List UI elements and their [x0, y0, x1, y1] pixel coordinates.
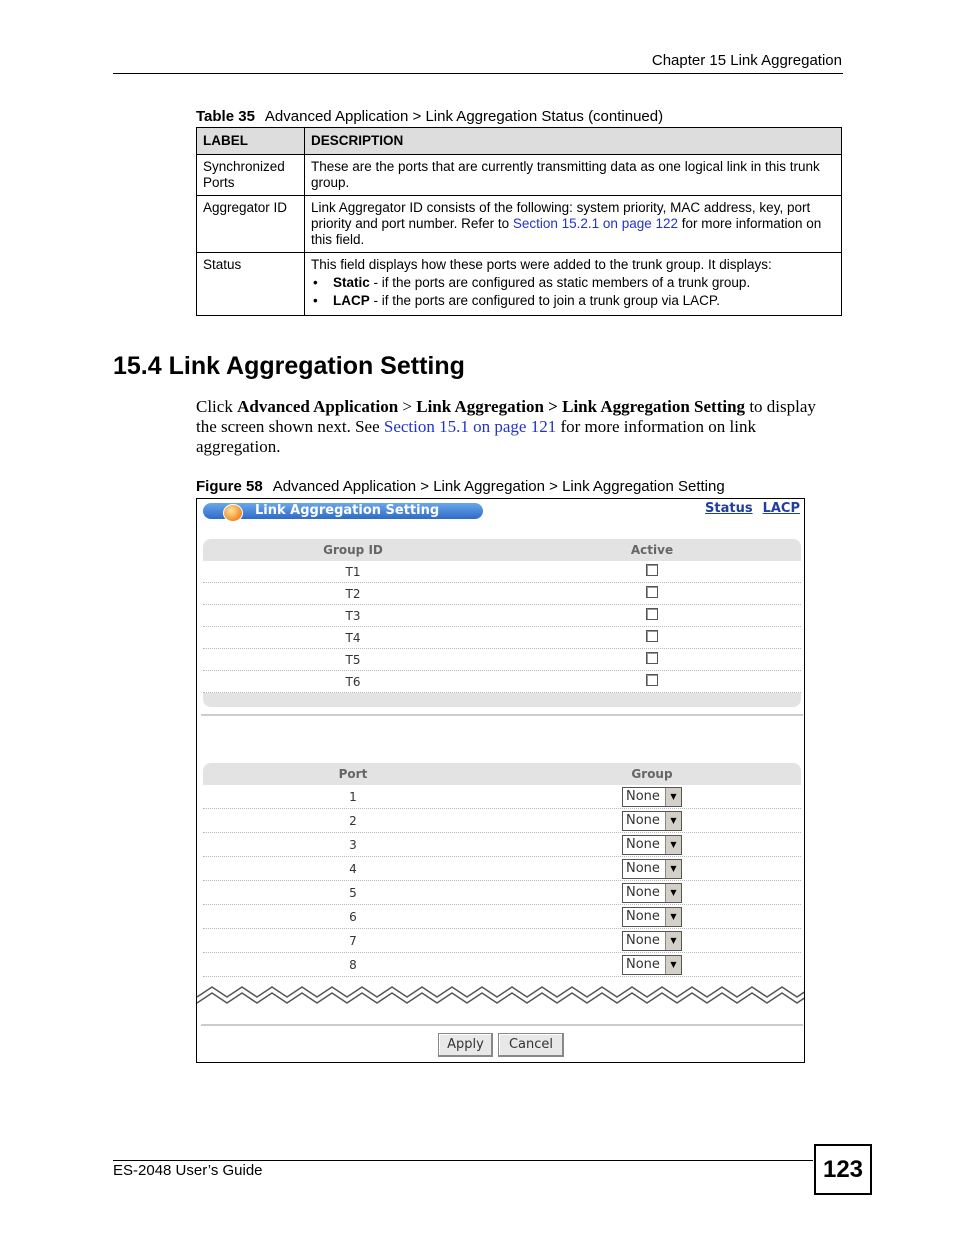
figure-caption	[196, 478, 725, 495]
group-cell	[503, 883, 801, 903]
section-link[interactable]: Section 15.1 on page 121	[383, 417, 557, 436]
row-description	[305, 196, 842, 253]
chevron-down-icon[interactable]: ▼	[665, 932, 681, 950]
table-row	[197, 155, 842, 196]
status-link[interactable]: Status	[705, 501, 753, 516]
group-table	[203, 539, 801, 707]
bullet-text: - if the ports are configured to join a trunk group via LACP.	[369, 293, 720, 308]
section-link[interactable]: Section 15.2.1 on page 122	[512, 216, 678, 231]
group-select[interactable]	[622, 907, 682, 927]
active-cell	[503, 652, 801, 667]
torn-edge	[197, 979, 805, 1009]
bullet-term: LACP	[333, 293, 370, 308]
chevron-down-icon[interactable]: ▼	[665, 908, 681, 926]
chevron-down-icon[interactable]: ▼	[665, 812, 681, 830]
group-select-value: None	[626, 884, 660, 900]
figure-caption-number: Figure 58	[196, 478, 263, 495]
group-cell	[503, 931, 801, 951]
description-table	[196, 127, 842, 316]
port-number: 8	[349, 957, 357, 972]
chevron-down-icon[interactable]: ▼	[665, 884, 681, 902]
header-rule	[113, 73, 843, 74]
table-row	[197, 253, 842, 316]
active-checkbox[interactable]	[646, 630, 658, 642]
group-row	[203, 649, 801, 671]
col-label: LABEL	[197, 128, 305, 155]
active-checkbox[interactable]	[646, 564, 658, 576]
port-row	[203, 809, 801, 833]
active-checkbox[interactable]	[646, 652, 658, 664]
group-row	[203, 627, 801, 649]
port-row	[203, 785, 801, 809]
active-cell	[503, 674, 801, 689]
table-caption-number: Table 35	[196, 108, 255, 125]
group-cell	[503, 787, 801, 807]
group-select[interactable]	[622, 787, 682, 807]
screen-title-bar	[203, 503, 483, 519]
group-select[interactable]	[622, 955, 682, 975]
row-description	[305, 253, 842, 316]
row-description: These are the ports that are currently transmitting data as one logical link in this trunk group.	[305, 155, 842, 196]
group-cell	[503, 835, 801, 855]
group-select-value: None	[626, 836, 660, 852]
group-id: T1	[345, 564, 361, 579]
para-bold: Link Aggregation > Link Aggregation Setting	[416, 397, 746, 416]
active-checkbox[interactable]	[646, 586, 658, 598]
active-cell	[503, 608, 801, 623]
group-table-footer	[203, 693, 801, 707]
desc-text: This field displays how these ports were added to the trunk group. It displays:	[311, 257, 772, 272]
group-table-header	[203, 539, 801, 561]
row-label: Status	[197, 253, 305, 316]
active-header: Active	[630, 543, 674, 557]
group-id: T2	[345, 586, 361, 601]
col-description: DESCRIPTION	[305, 128, 842, 155]
group-cell	[503, 907, 801, 927]
group-id: T5	[345, 652, 361, 667]
table-caption-text: Advanced Application > Link Aggregation Status (continued)	[264, 108, 664, 125]
active-cell	[503, 564, 801, 579]
port-row	[203, 857, 801, 881]
port-table	[203, 763, 801, 977]
port-number: 2	[349, 813, 357, 828]
lacp-link[interactable]: LACP	[762, 501, 800, 516]
port-number: 7	[349, 933, 357, 948]
row-label: Aggregator ID	[197, 196, 305, 253]
port-row	[203, 905, 801, 929]
port-number: 6	[349, 909, 357, 924]
chevron-down-icon[interactable]: ▼	[665, 860, 681, 878]
group-cell	[503, 859, 801, 879]
port-row	[203, 881, 801, 905]
figure-screenshot	[196, 498, 805, 1063]
table-caption	[196, 108, 663, 125]
para-text: Click	[196, 397, 238, 416]
group-select[interactable]	[622, 931, 682, 951]
group-header: Group	[631, 767, 673, 781]
active-checkbox[interactable]	[646, 674, 658, 686]
group-row	[203, 583, 801, 605]
footer-rule	[113, 1160, 813, 1161]
group-row	[203, 605, 801, 627]
para-text: >	[398, 397, 417, 416]
port-header: Port	[338, 767, 368, 781]
group-select-value: None	[626, 860, 660, 876]
table-row	[197, 196, 842, 253]
para-text: for more information on link aggregation.	[196, 417, 756, 456]
chapter-header: Chapter 15 Link Aggregation	[651, 52, 842, 69]
port-number: 3	[349, 837, 357, 852]
group-select-value: None	[626, 932, 660, 948]
bullet-item: • Static - if the ports are configured as static members of a trunk group.	[313, 275, 751, 290]
guide-title: ES-2048 User’s Guide	[113, 1162, 263, 1179]
group-select[interactable]	[622, 811, 682, 831]
port-row	[203, 833, 801, 857]
chevron-down-icon[interactable]: ▼	[665, 836, 681, 854]
group-select[interactable]	[622, 883, 682, 903]
desc-text: Link Aggregator ID consists of the following: system priority, MAC address, key, port priority and port number. Refer to	[311, 200, 811, 231]
group-select-value: None	[626, 788, 660, 804]
group-cell	[503, 955, 801, 975]
active-cell	[503, 586, 801, 601]
chevron-down-icon[interactable]: ▼	[665, 956, 681, 974]
port-number: 5	[349, 885, 357, 900]
port-table-header	[203, 763, 801, 785]
title-orb-icon	[223, 504, 243, 522]
group-cell	[503, 811, 801, 831]
desc-text: for more information on this field.	[311, 216, 822, 247]
para-bold: Advanced Application	[237, 397, 399, 416]
group-select[interactable]	[622, 859, 682, 879]
divider	[201, 714, 803, 716]
bullet-item: • LACP - if the ports are configured to join a trunk group via LACP.	[313, 293, 720, 308]
page-number: 123	[814, 1144, 872, 1195]
apply-button[interactable]: Apply	[438, 1033, 493, 1057]
body-paragraph	[196, 397, 836, 457]
group-select-value: None	[626, 908, 660, 924]
port-number: 1	[349, 789, 357, 804]
group-id: T4	[345, 630, 361, 645]
bullet-text: - if the ports are configured as static members of a trunk group.	[369, 275, 751, 290]
group-select-value: None	[626, 956, 660, 972]
group-id-header: Group ID	[323, 543, 383, 557]
port-number: 4	[349, 861, 357, 876]
divider	[201, 1024, 803, 1026]
active-cell	[503, 630, 801, 645]
group-row	[203, 671, 801, 693]
port-row	[203, 953, 801, 977]
section-heading: 15.4 Link Aggregation Setting	[113, 352, 465, 380]
group-select[interactable]	[622, 835, 682, 855]
bullet-term: Static	[333, 275, 370, 290]
row-label: Synchronized Ports	[197, 155, 305, 196]
port-row	[203, 929, 801, 953]
group-select-value: None	[626, 812, 660, 828]
chevron-down-icon[interactable]: ▼	[665, 788, 681, 806]
group-id: T3	[345, 608, 361, 623]
group-id: T6	[345, 674, 361, 689]
figure-caption-text: Advanced Application > Link Aggregation > Link Aggregation Setting	[272, 478, 725, 495]
screen-title: Link Aggregation Setting	[255, 503, 440, 518]
group-row	[203, 561, 801, 583]
para-text: to display the screen shown next. See	[196, 397, 816, 436]
top-links	[695, 501, 800, 516]
cancel-button[interactable]: Cancel	[498, 1033, 564, 1057]
active-checkbox[interactable]	[646, 608, 658, 620]
